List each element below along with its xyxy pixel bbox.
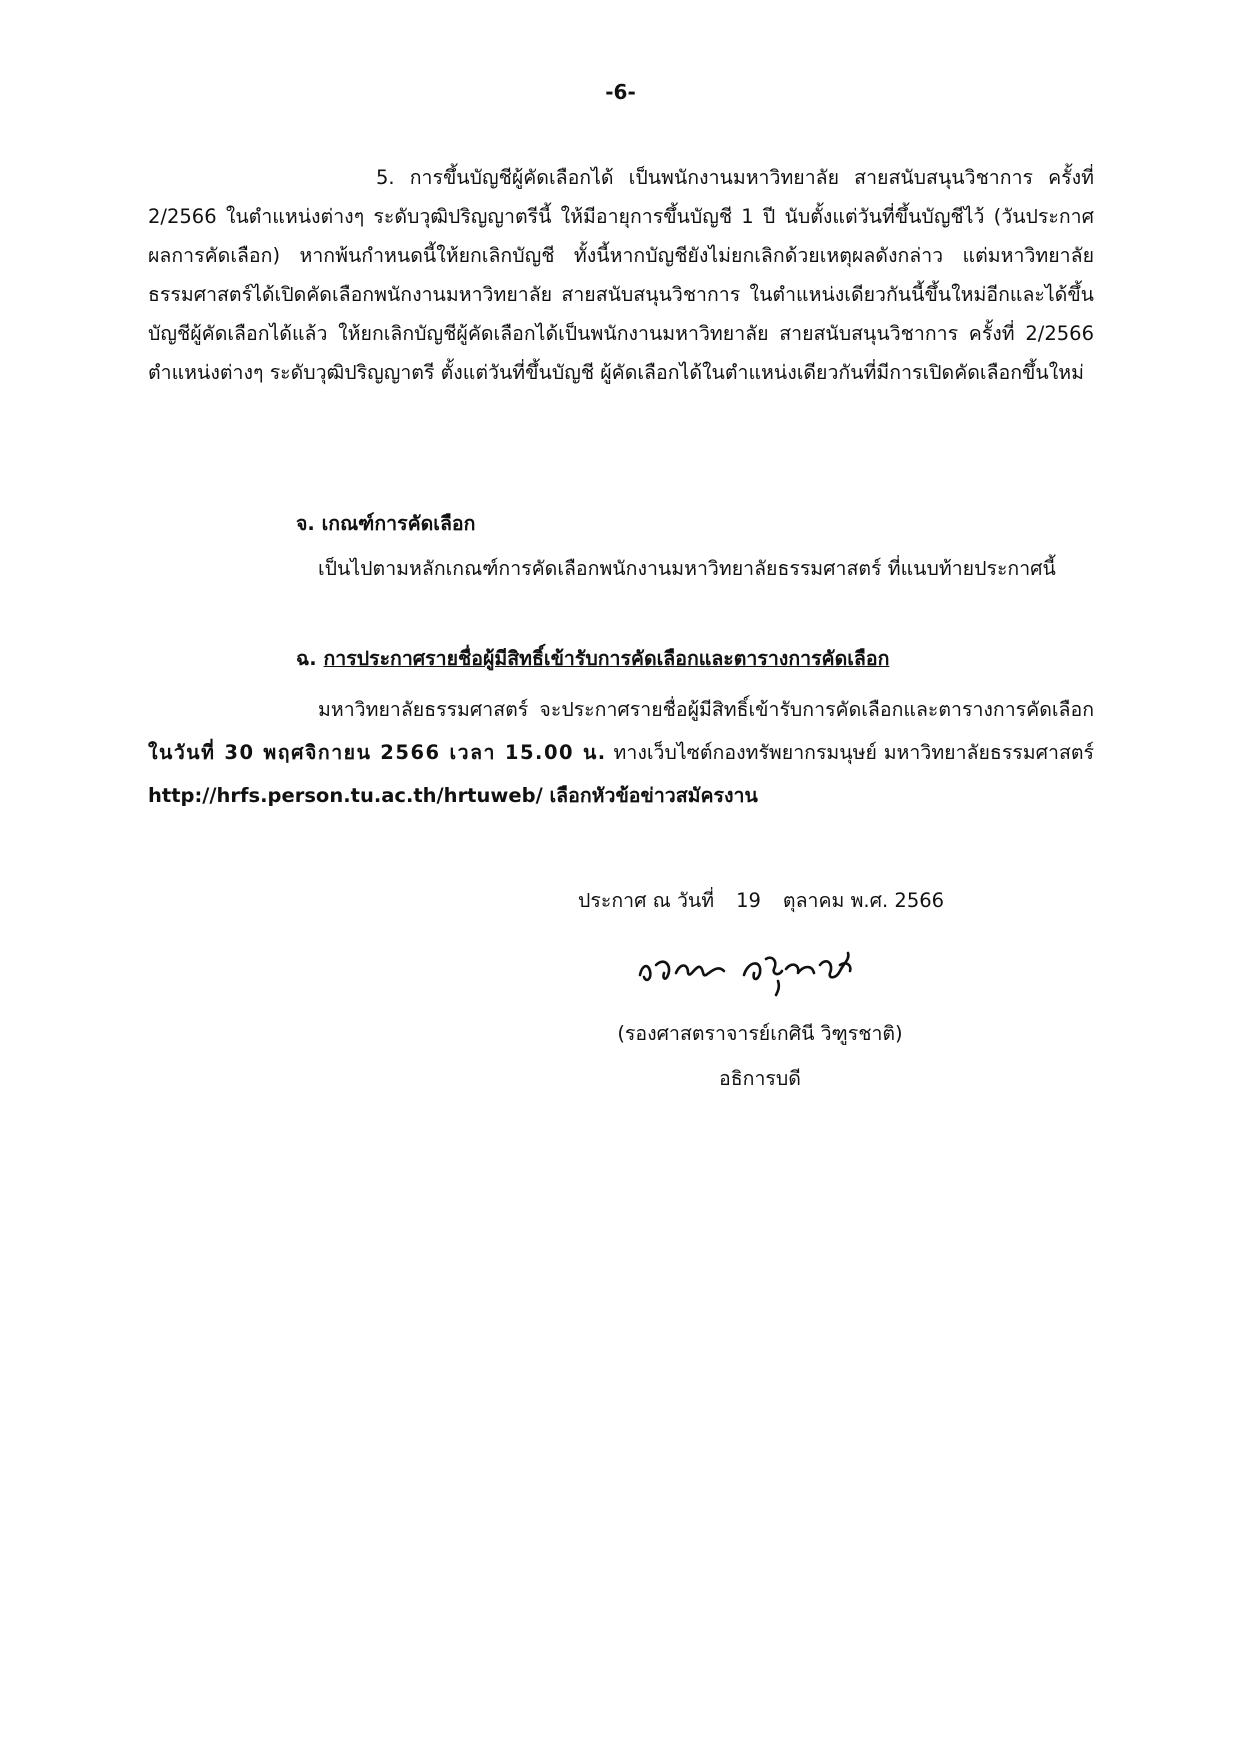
signer-title: อธิการบดี xyxy=(719,1067,801,1090)
announcement-day: 19 xyxy=(736,889,761,912)
signer-name: (รองศาสตราจารย์เกศินี วิฑูรชาติ) xyxy=(617,1022,903,1045)
section-j-heading: จ. เกณฑ์การคัดเลือก xyxy=(296,512,476,535)
hr-website-url: http://hrfs.person.tu.ac.th/hrtuweb/ xyxy=(148,784,543,807)
announcement-date xyxy=(578,885,966,916)
page-number: -6- xyxy=(605,80,636,104)
section-5-paragraph: 5. การขึ้นบัญชีผู้คัดเลือกได้ เป็นพนักงานมหาวิทยาลัย สายสนับสนุนวิชาการ ครั้งที่ 2/2566 ในตำแหน่งต่างๆ ระดับวุฒิปริญญาตรีนี้ ให้มีอายุการขึ้นบัญชี 1 ปี นับตั้งแต่วันที่ขึ้นบัญชีไว้ (วันประกาศผลการคัดเลือก) หากพ้นกำหนดนี้ให้ยกเลิกบัญชี ทั้งนี้หากบัญชียังไม่ยกเลิกด้วยเหตุผลดังกล่าว แต่มหาวิทยาลัยธรรมศาสตร์ได้เปิดคัดเลือกพนักงานมหาวิทยาลัย สายสนับสนุนวิชาการ ในตำแหน่งเดียวกันนี้ขึ้นใหม่อีกและได้ขึ้นบัญชีผู้คัดเลือกได้แล้ว ให้ยกเลิกบัญชีผู้คัดเลือกได้เป็นพนักงานมหาวิทยาลัย สายสนับสนุนวิชาการ ครั้งที่ 2/2566 ตำแหน่งต่างๆ ระดับวุฒิปริญญาตรี ตั้งแต่วันที่ขึ้นบัญชี ผู้คัดเลือกได้ในตำแหน่งเดียวกันที่มีการเปิดคัดเลือกขึ้นใหม่ xyxy=(148,166,1094,384)
section-j-text: เป็นไปตามหลักเกณฑ์การคัดเลือกพนักงานมหาวิทยาลัยธรรมศาสตร์ ที่แนบท้ายประกาศนี้ xyxy=(318,557,1056,580)
section-ch-heading xyxy=(296,643,889,674)
section-ch-text-end: เลือกหัวข้อข่าวสมัครงาน xyxy=(542,784,758,807)
section-ch-heading-prefix: ฉ. xyxy=(296,647,324,670)
announcement-prefix: ประกาศ ณ วันที่ xyxy=(578,889,715,912)
section-ch-text-part2: ทางเว็บไซต์กองทรัพยากรมนุษย์ มหาวิทยาลัยธรรมศาสตร์ xyxy=(606,741,1094,764)
section-ch-paragraph xyxy=(148,688,1094,817)
signature-image xyxy=(634,935,914,1005)
section-ch-announce-date: ในวันที่ 30 พฤศจิกายน 2566 เวลา 15.00 น. xyxy=(148,741,607,764)
announcement-month-year: ตุลาคม พ.ศ. 2566 xyxy=(782,889,945,912)
section-ch-heading-title: การประกาศรายชื่อผู้มีสิทธิ์เข้ารับการคัดเลือกและตารางการคัดเลือก xyxy=(323,647,890,670)
section-ch-text-part1: มหาวิทยาลัยธรรมศาสตร์ จะประกาศรายชื่อผู้มีสิทธิ์เข้ารับการคัดเลือกและตารางการคัดเลือก xyxy=(318,698,1094,721)
